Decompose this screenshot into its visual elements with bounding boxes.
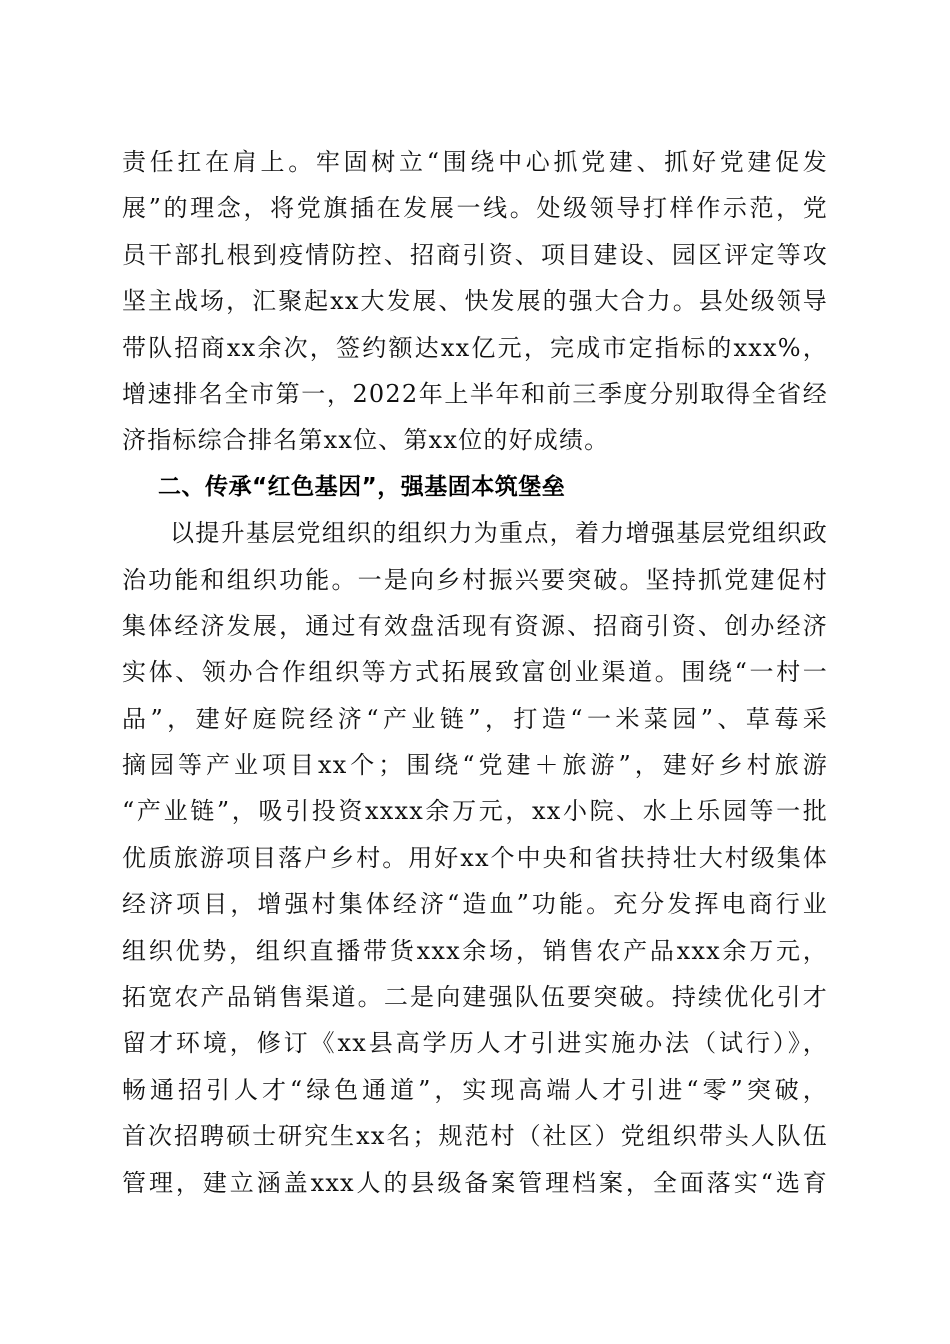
text-line: 优质旅游项目落户乡村。用好xx个中央和省扶持壮大村级集体 xyxy=(122,843,828,872)
text-line: 经济项目，增强村集体经济“造血”功能。充分发挥电商行业 xyxy=(122,890,828,919)
text-line: 畅通招引人才“绿色通道”，实现高端人才引进“零”突破， xyxy=(122,1075,828,1104)
text-line: 品”，建好庭院经济“产业链”，打造“一米菜园”、草莓采 xyxy=(122,704,828,733)
text-line: 增速排名全市第一，2022年上半年和前三季度分别取得全省经 xyxy=(122,379,828,408)
text-line: 带队招商xx余次，签约额达xx亿元，完成市定指标的xxx%， xyxy=(122,333,828,362)
text-line: 管理，建立涵盖xxx人的县级备案管理档案，全面落实“选育 xyxy=(122,1168,828,1197)
text-line: 责任扛在肩上。牢固树立“围绕中心抓党建、抓好党建促发 xyxy=(122,148,828,176)
text-line: 集体经济发展，通过有效盘活现有资源、招商引资、创办经济 xyxy=(122,611,828,640)
text-line: 员干部扎根到疫情防控、招商引资、项目建设、园区评定等攻 xyxy=(122,240,828,269)
text-line: 摘园等产业项目xx个；围绕“党建＋旅游”，建好乡村旅游 xyxy=(122,751,828,780)
text-line: 首次招聘硕士研究生xx名；规范村（社区）党组织带头人队伍 xyxy=(122,1122,828,1151)
text-line: 组织优势，组织直播带货xxx余场，销售农产品xxx余万元， xyxy=(122,936,828,965)
document-body xyxy=(122,139,828,1206)
text-line: “产业链”，吸引投资xxxx余万元，xx小院、水上乐园等一批 xyxy=(122,797,828,826)
text-line: 济指标综合排名第xx位、第xx位的好成绩。 xyxy=(122,426,610,455)
paragraph-2 xyxy=(122,510,828,1206)
text-line: 拓宽农产品销售渠道。二是向建强队伍要突破。持续优化引才 xyxy=(122,983,828,1012)
text-line: 以提升基层党组织的组织力为重点，着力增强基层党组织政 xyxy=(170,519,828,548)
text-line: 留才环境，修订《xx县高学历人才引进实施办法（试行）》， xyxy=(122,1029,828,1058)
text-line: 展”的理念，将党旗插在发展一线。处级领导打样作示范，党 xyxy=(122,194,828,223)
text-line: 实体、领办合作组织等方式拓展致富创业渠道。围绕“一村一 xyxy=(122,658,828,687)
section-heading: 二、传承“红色基因”，强基固本筑堡垒 xyxy=(158,473,566,500)
paragraph-1 xyxy=(122,139,828,464)
text-line: 坚主战场，汇聚起xx大发展、快发展的强大合力。县处级领导 xyxy=(122,287,828,316)
text-line: 治功能和组织功能。一是向乡村振兴要突破。坚持抓党建促村 xyxy=(122,565,828,594)
